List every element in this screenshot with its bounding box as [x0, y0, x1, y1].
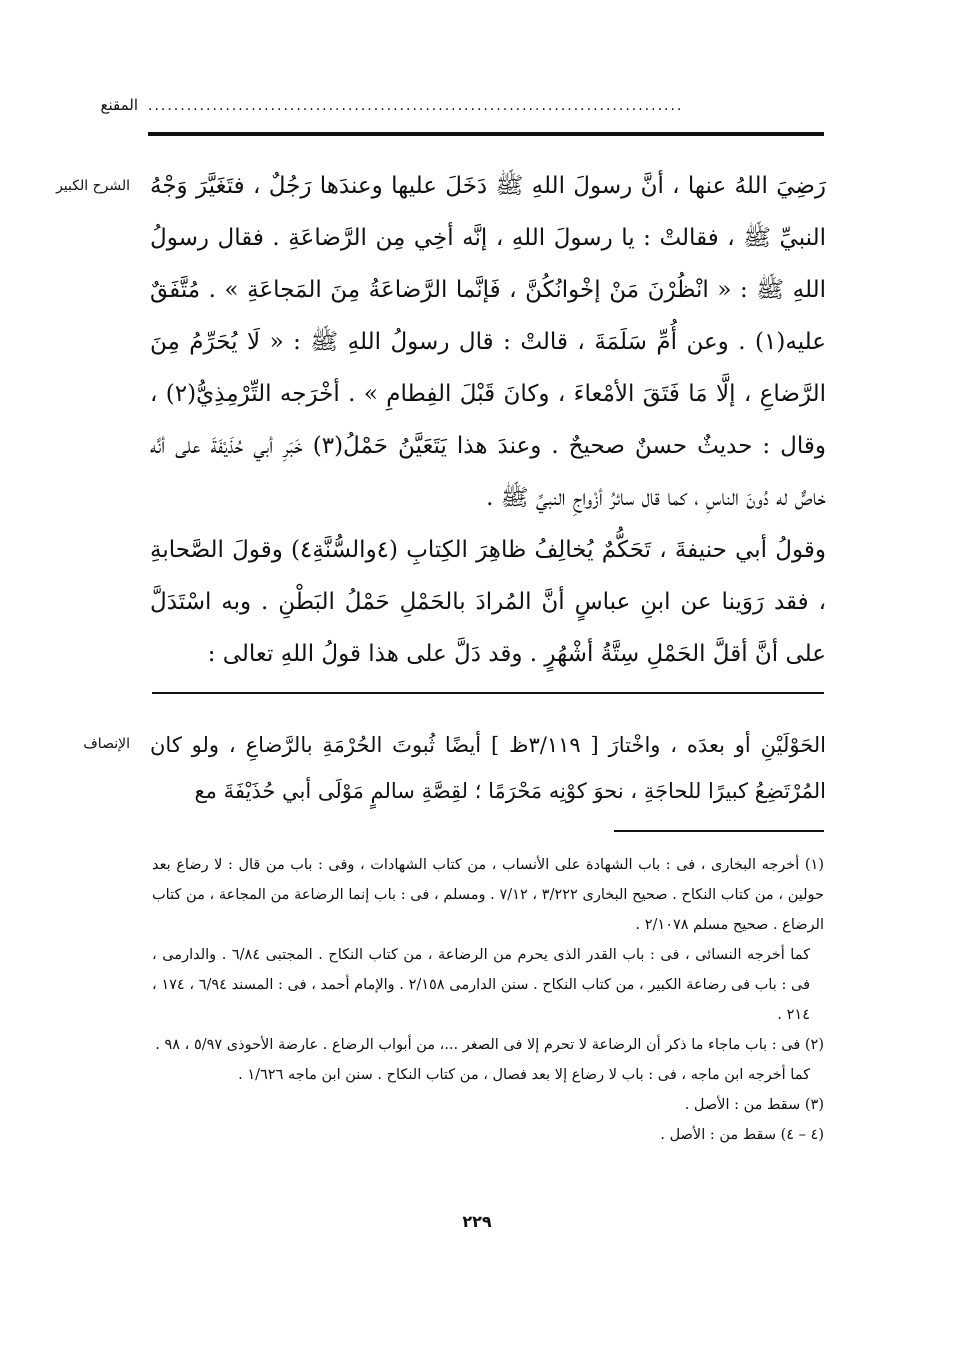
page-number: ٢٢٩	[462, 1212, 492, 1231]
main-commentary-text	[150, 160, 826, 680]
footnote-2-continued: كما أخرجه ابن ماجه ، فى : باب لا رضاع إلا بعد فصال ، من كتاب النكاح . سنن ابن ماجه ١/٦٢٦ .	[238, 1067, 810, 1083]
footnote-1-continued: كما أخرجه النسائى ، فى : باب القدر الذى يحرم من الرضاعة ، من كتاب النكاح . المجتبى ٦/٨٤ . والدارمى ، فى : باب فى رضاعة الكبير ، من كتاب النكاح . سنن الدارمى ٢/١٥٨ . والإمام أحمد ، فى : المسند ٦/٩٤ ، ١٧٤ ، ٢١٤ .	[152, 947, 811, 1023]
section-label-sharh: الشرح الكبير	[56, 178, 130, 194]
running-header-title: المقنع	[100, 96, 138, 114]
footnote-3: (٣) سقط من : الأصل .	[684, 1097, 824, 1113]
section-divider	[152, 692, 824, 694]
main-paragraph-2: وقولُ أبي حنيفةَ ، تَحَكُّمٌ يُخالِفُ ظاهِرَ الكِتابِ (٤والسُّنَّةِ٤) وقولَ الصَّحابةِ ، فقد رَوَينا عن ابنِ عباسٍ أنَّ المُرادَ بالحَمْلِ حَمْلُ البَطْنِ . وبه اسْتَدَلَّ على أنَّ أقلَّ الحَمْلِ سِتَّةُ أشْهُرٍ . وقد دَلَّ على هذا قولُ اللهِ تعالى :	[150, 537, 826, 667]
header-rule	[148, 132, 824, 136]
footnote-1: (١) أخرجه البخارى ، فى : باب الشهادة على الأنساب ، من كتاب الشهادات ، وفى : باب من قال : لا رضاع بعد حولين ، من كتاب النكاح . صحيح البخارى ٣/٢٢٢ ، ٧/١٢ . ومسلم ، فى : باب إنما الرضاعة من المجاعة ، من كتاب الرضاع . صحيح مسلم ٢/١٠٧٨ .	[152, 857, 824, 933]
section-label-insaf: الإنصاف	[83, 736, 130, 752]
footnote-4: (٤ – ٤) سقط من : الأصل .	[660, 1127, 824, 1143]
insaf-text	[150, 722, 826, 814]
footnotes	[152, 850, 824, 1150]
main-paragraph-1: رَضِيَ اللهُ عنها ، أنَّ رسولَ اللهِ ﷺ دَخَلَ عليها وعندَها رَجُلٌ ، فتَغَيَّرَ وَجْهُ النبيِّ ﷺ ، فقالتْ : يا رسولَ اللهِ ، إنَّه أخِي مِن الرَّضاعَةِ . فقال رسولُ اللهِ ﷺ : « انْظُرْنَ مَنْ إخْوانُكُنَّ ، فَإنَّما الرَّضاعَةُ مِنَ المَجاعَةِ » . مُتَّفَقٌ عليه(١) . وعن أُمِّ سَلَمَةَ ، قالتْ : قال رسولُ اللهِ ﷺ : « لَا يُحَرِّمُ مِنَ الرَّضاعِ ، إلَّا مَا فَتَقَ الأمْعاءَ ، وكانَ قَبْلَ الفِطامِ » . أخْرَجه التِّرْمِذِيُّ(٢) ، وقال : حديثٌ حسنٌ صحيحٌ . وعندَ هذا يَتَعَيَّنُ حَمْلُ(٣) خَبَرِ أبي حُذَيْفَةَ على أنَّه خاصٌّ له دُونَ الناسِ ، كما قال سائرُ أزْواجِ النبيِّ ﷺ .	[150, 173, 826, 511]
insaf-paragraph: الحَوْلَيْنِ أو بعدَه ، واخْتارَ [ ٣/١١٩ظ ] أيضًا ثُبوتَ الحُرْمَةِ بالرَّضاعِ ، ولو كان المُرْتَضِعُ كبيرًا للحاجَةِ ، نحوَ كوْنِه مَحْرَمًا ؛ لقِصَّةِ سالمٍ مَوْلَى أبي حُذَيْفَةَ مع	[150, 733, 826, 803]
footnote-2: (٢) فى : باب ماجاء ما ذكر أن الرضاعة لا تحرم إلا فى الصغر ...، من أبواب الرضاع . عارضة الأحوذى ٥/٩٧ ، ٩٨ .	[155, 1037, 824, 1053]
running-header-dots: ...................................................................................	[148, 98, 684, 112]
footnote-rule	[614, 830, 824, 832]
